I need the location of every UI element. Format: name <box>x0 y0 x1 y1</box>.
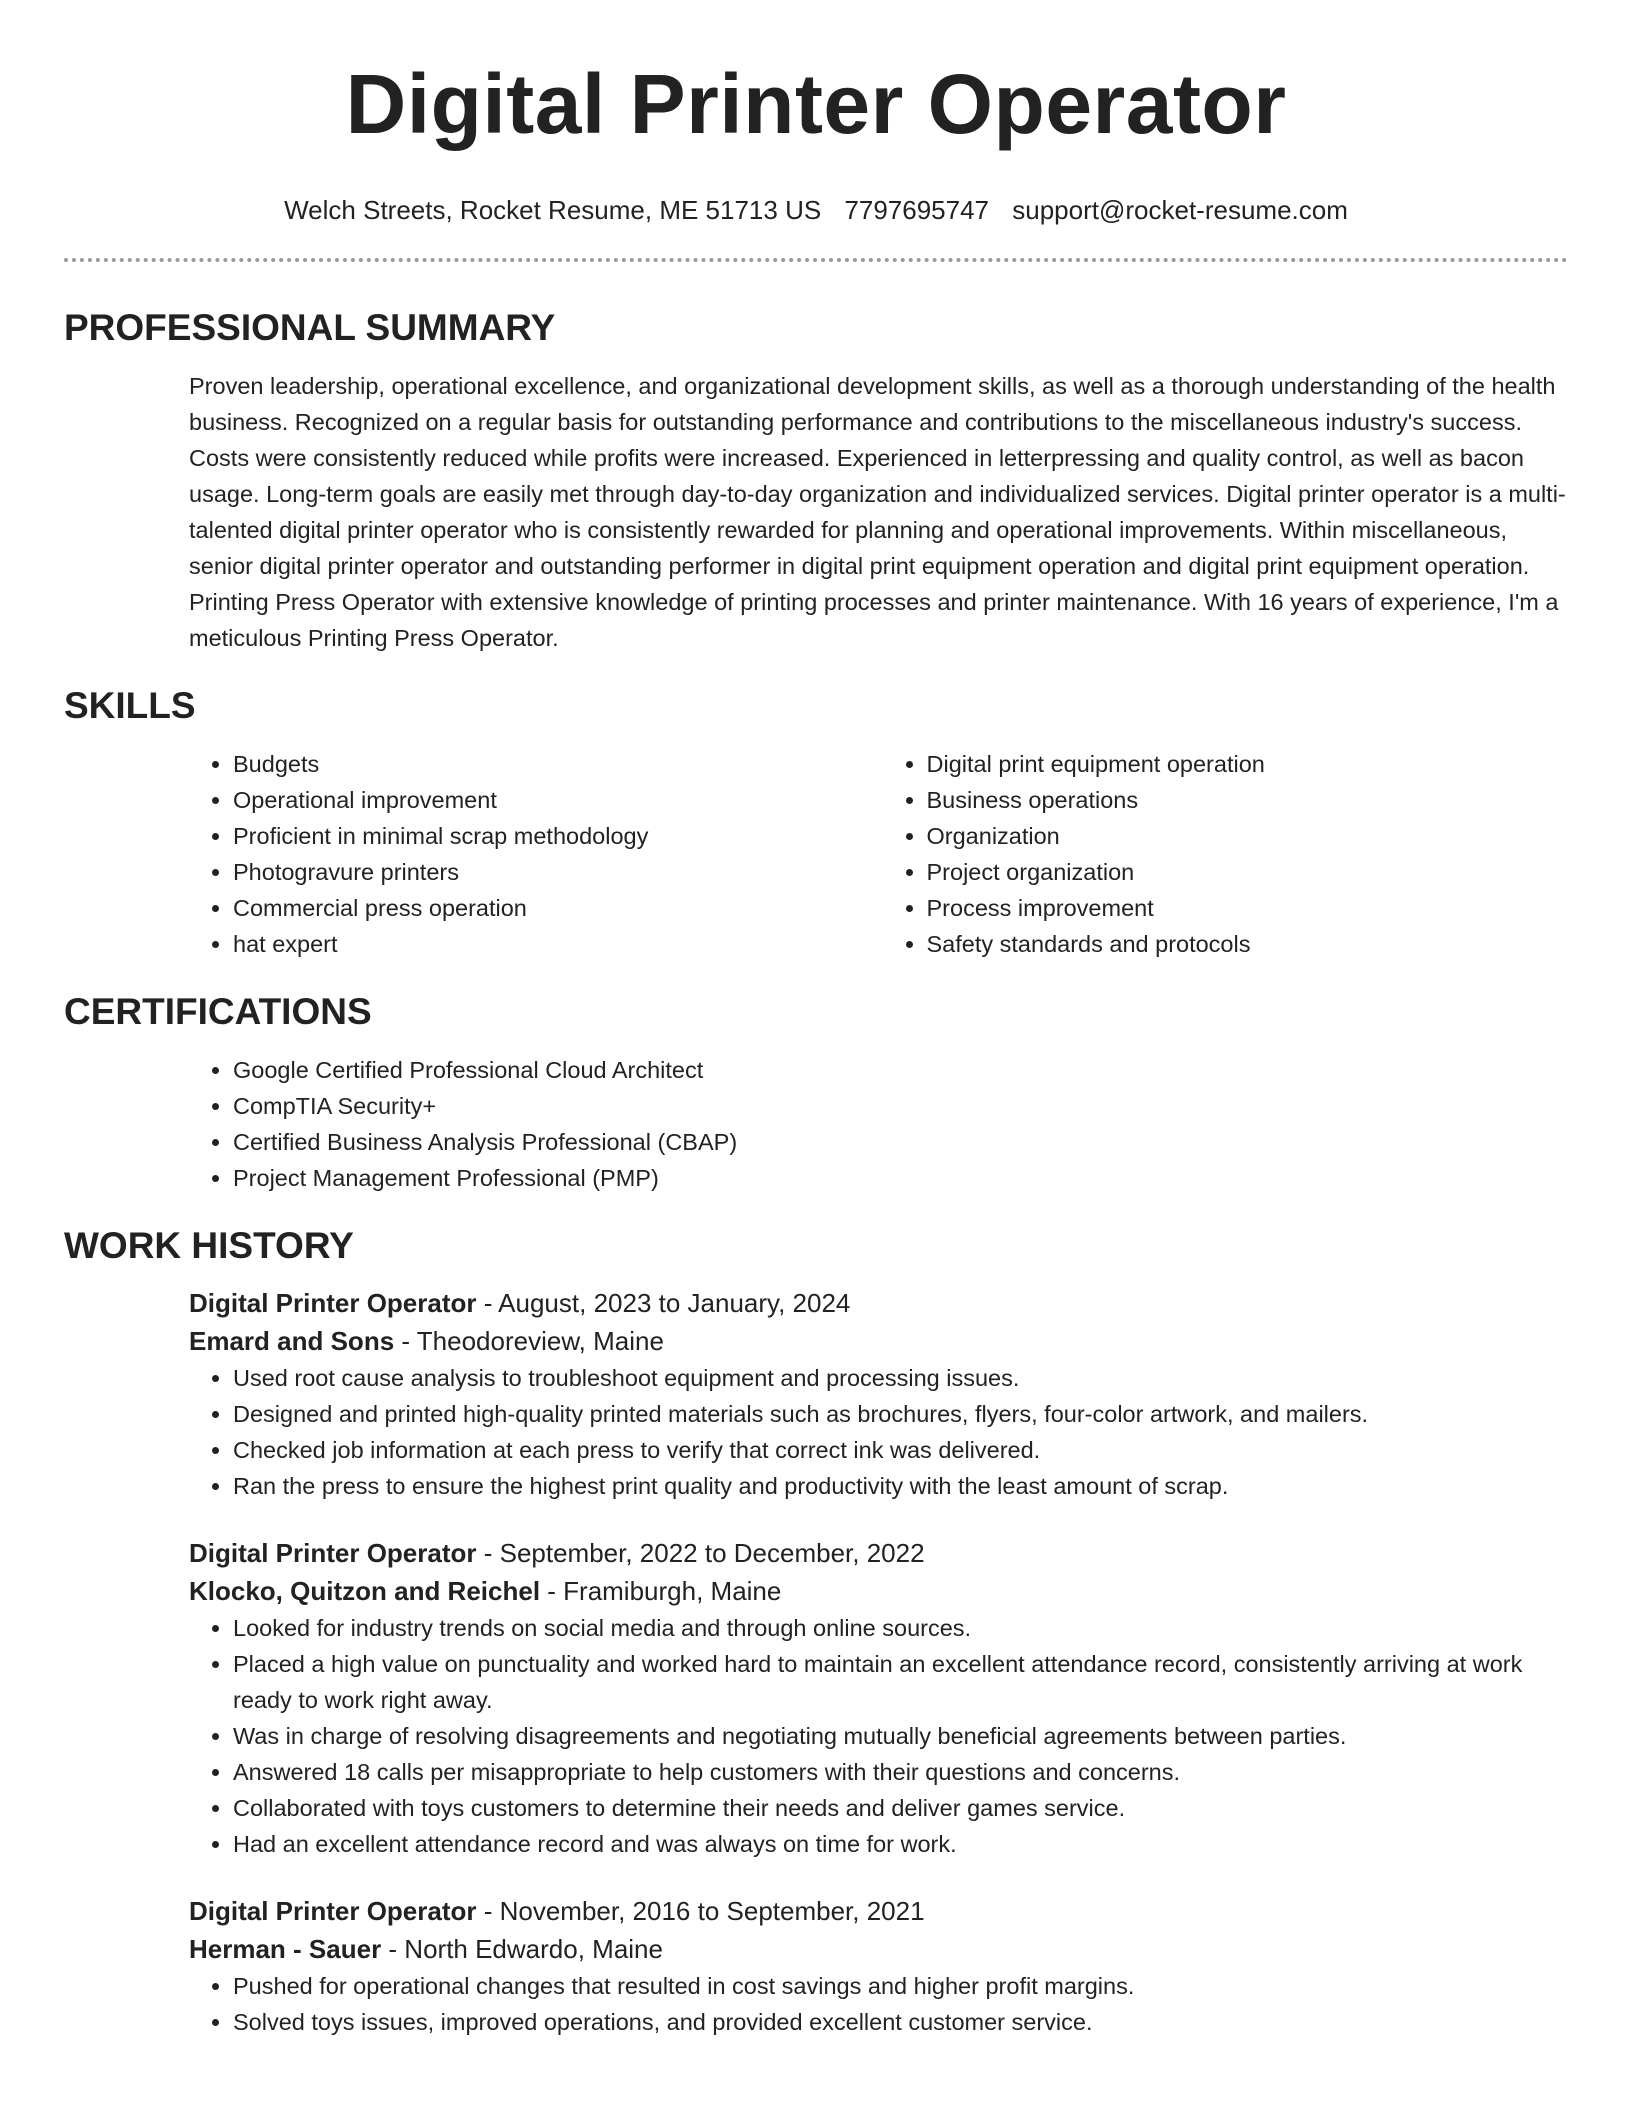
job-company: Emard and Sons <box>189 1326 395 1356</box>
certification-item: • Certified Business Analysis Professional (CBAP) <box>233 1124 1568 1160</box>
certifications-section <box>64 990 1568 1196</box>
contact-address: Welch Streets, Rocket Resume, ME 51713 US <box>284 195 822 225</box>
job-bullet: • Checked job information at each press to verify that correct ink was delivered. <box>233 1432 1568 1468</box>
skill-item: • Budgets <box>233 746 875 782</box>
job-location: - North Edwardo, Maine <box>381 1934 663 1964</box>
work-history-heading: WORK HISTORY <box>64 1225 354 1266</box>
skills-columns <box>189 746 1568 962</box>
job-bullets <box>189 1360 1568 1504</box>
skill-item: • Photogravure printers <box>233 854 875 890</box>
job-title-line <box>189 1534 1568 1572</box>
job-title-line <box>189 1284 1568 1322</box>
job-title-line <box>189 1892 1568 1930</box>
job-entry <box>189 1284 1568 1504</box>
job-title: Digital Printer Operator <box>189 1288 477 1318</box>
job-company: Herman - Sauer <box>189 1934 382 1964</box>
job-bullet: • Had an excellent attendance record and was always on time for work. <box>233 1826 1568 1862</box>
work-history-body <box>189 1284 1568 2040</box>
job-dates: - September, 2022 to December, 2022 <box>476 1538 925 1568</box>
job-bullets <box>189 1610 1568 1862</box>
job-bullet: • Collaborated with toys customers to determine their needs and deliver games service. <box>233 1790 1568 1826</box>
skills-heading: SKILLS <box>64 685 196 726</box>
job-title: Digital Printer Operator <box>189 1896 477 1926</box>
job-bullet: • Designed and printed high-quality printed materials such as brochures, flyers, four-color artwork, and mailers. <box>233 1396 1568 1432</box>
contact-line <box>64 194 1568 226</box>
job-bullet: • Placed a high value on punctuality and worked hard to maintain an excellent attendance record, consistently arriving at work ready to work right away. <box>233 1646 1568 1718</box>
job-dates: - November, 2016 to September, 2021 <box>476 1896 925 1926</box>
job-bullet: • Was in charge of resolving disagreements and negotiating mutually beneficial agreements between parties. <box>233 1718 1568 1754</box>
skill-item: • Organization <box>927 818 1569 854</box>
certification-item: • Project Management Professional (PMP) <box>233 1160 1568 1196</box>
job-company: Klocko, Quitzon and Reichel <box>189 1576 541 1606</box>
certifications-body <box>189 1052 1568 1196</box>
job-bullet: • Ran the press to ensure the highest print quality and productivity with the least amount of scrap. <box>233 1468 1568 1504</box>
contact-phone: 7797695747 <box>844 195 990 225</box>
skill-item: • Project organization <box>927 854 1569 890</box>
job-entry <box>189 1534 1568 1862</box>
skill-item: • Process improvement <box>927 890 1569 926</box>
job-dates: - August, 2023 to January, 2024 <box>476 1288 851 1318</box>
skill-item: • hat expert <box>233 926 875 962</box>
skill-item: • Digital print equipment operation <box>927 746 1569 782</box>
job-company-line <box>189 1322 1568 1360</box>
certification-item: • Google Certified Professional Cloud Architect <box>233 1052 1568 1088</box>
job-entry <box>189 1892 1568 2040</box>
certification-item: • CompTIA Security+ <box>233 1088 1568 1124</box>
resume-name: Digital Printer Operator <box>345 57 1287 151</box>
contact-email: support@rocket-resume.com <box>1012 195 1348 225</box>
skill-item: • Safety standards and protocols <box>927 926 1569 962</box>
summary-section <box>64 306 1568 656</box>
job-bullet: • Solved toys issues, improved operations, and provided excellent customer service. <box>233 2004 1568 2040</box>
certifications-list <box>189 1052 1568 1196</box>
skills-list-right <box>875 746 1569 962</box>
summary-text: Proven leadership, operational excellence, and organizational development skills, as well as a thorough understanding of the health business. Recognized on a regular basis for outstanding performance and contributions to the miscellaneous industry's success. Costs were consistently reduced while profits were increased. Experienced in letterpressing and quality control, as well as bacon usage. Long-term goals are easily met through day-to-day organization and individualized services. Digital printer operator is a multi-talented digital printer operator who is consistently rewarded for planning and operational improvements. Within miscellaneous, senior digital printer operator and outstanding performer in digital print equipment operation and digital print equipment operation. Printing Press Operator with extensive knowledge of printing processes and printer maintenance. With 16 years of experience, I'm a meticulous Printing Press Operator. <box>189 373 1566 651</box>
work-history-section <box>64 1224 1568 2040</box>
job-bullet: • Looked for industry trends on social media and through online sources. <box>233 1610 1568 1646</box>
header-divider <box>64 258 1568 262</box>
summary-heading: PROFESSIONAL SUMMARY <box>64 307 556 348</box>
job-bullets <box>189 1968 1568 2040</box>
job-title: Digital Printer Operator <box>189 1538 477 1568</box>
job-bullet: • Used root cause analysis to troubleshoot equipment and processing issues. <box>233 1360 1568 1396</box>
job-bullet: • Pushed for operational changes that resulted in cost savings and higher profit margins. <box>233 1968 1568 2004</box>
skill-item: • Operational improvement <box>233 782 875 818</box>
skill-item: • Business operations <box>927 782 1569 818</box>
job-company-line <box>189 1572 1568 1610</box>
job-location: - Theodoreview, Maine <box>394 1326 664 1356</box>
skill-item: • Proficient in minimal scrap methodology <box>233 818 875 854</box>
certifications-heading: CERTIFICATIONS <box>64 991 372 1032</box>
skills-list-left <box>189 746 875 962</box>
job-bullet: • Answered 18 calls per misappropriate to help customers with their questions and concerns. <box>233 1754 1568 1790</box>
skill-item: • Commercial press operation <box>233 890 875 926</box>
job-location: - Framiburgh, Maine <box>540 1576 782 1606</box>
job-company-line <box>189 1930 1568 1968</box>
summary-body <box>189 368 1568 656</box>
skills-section <box>64 684 1568 962</box>
